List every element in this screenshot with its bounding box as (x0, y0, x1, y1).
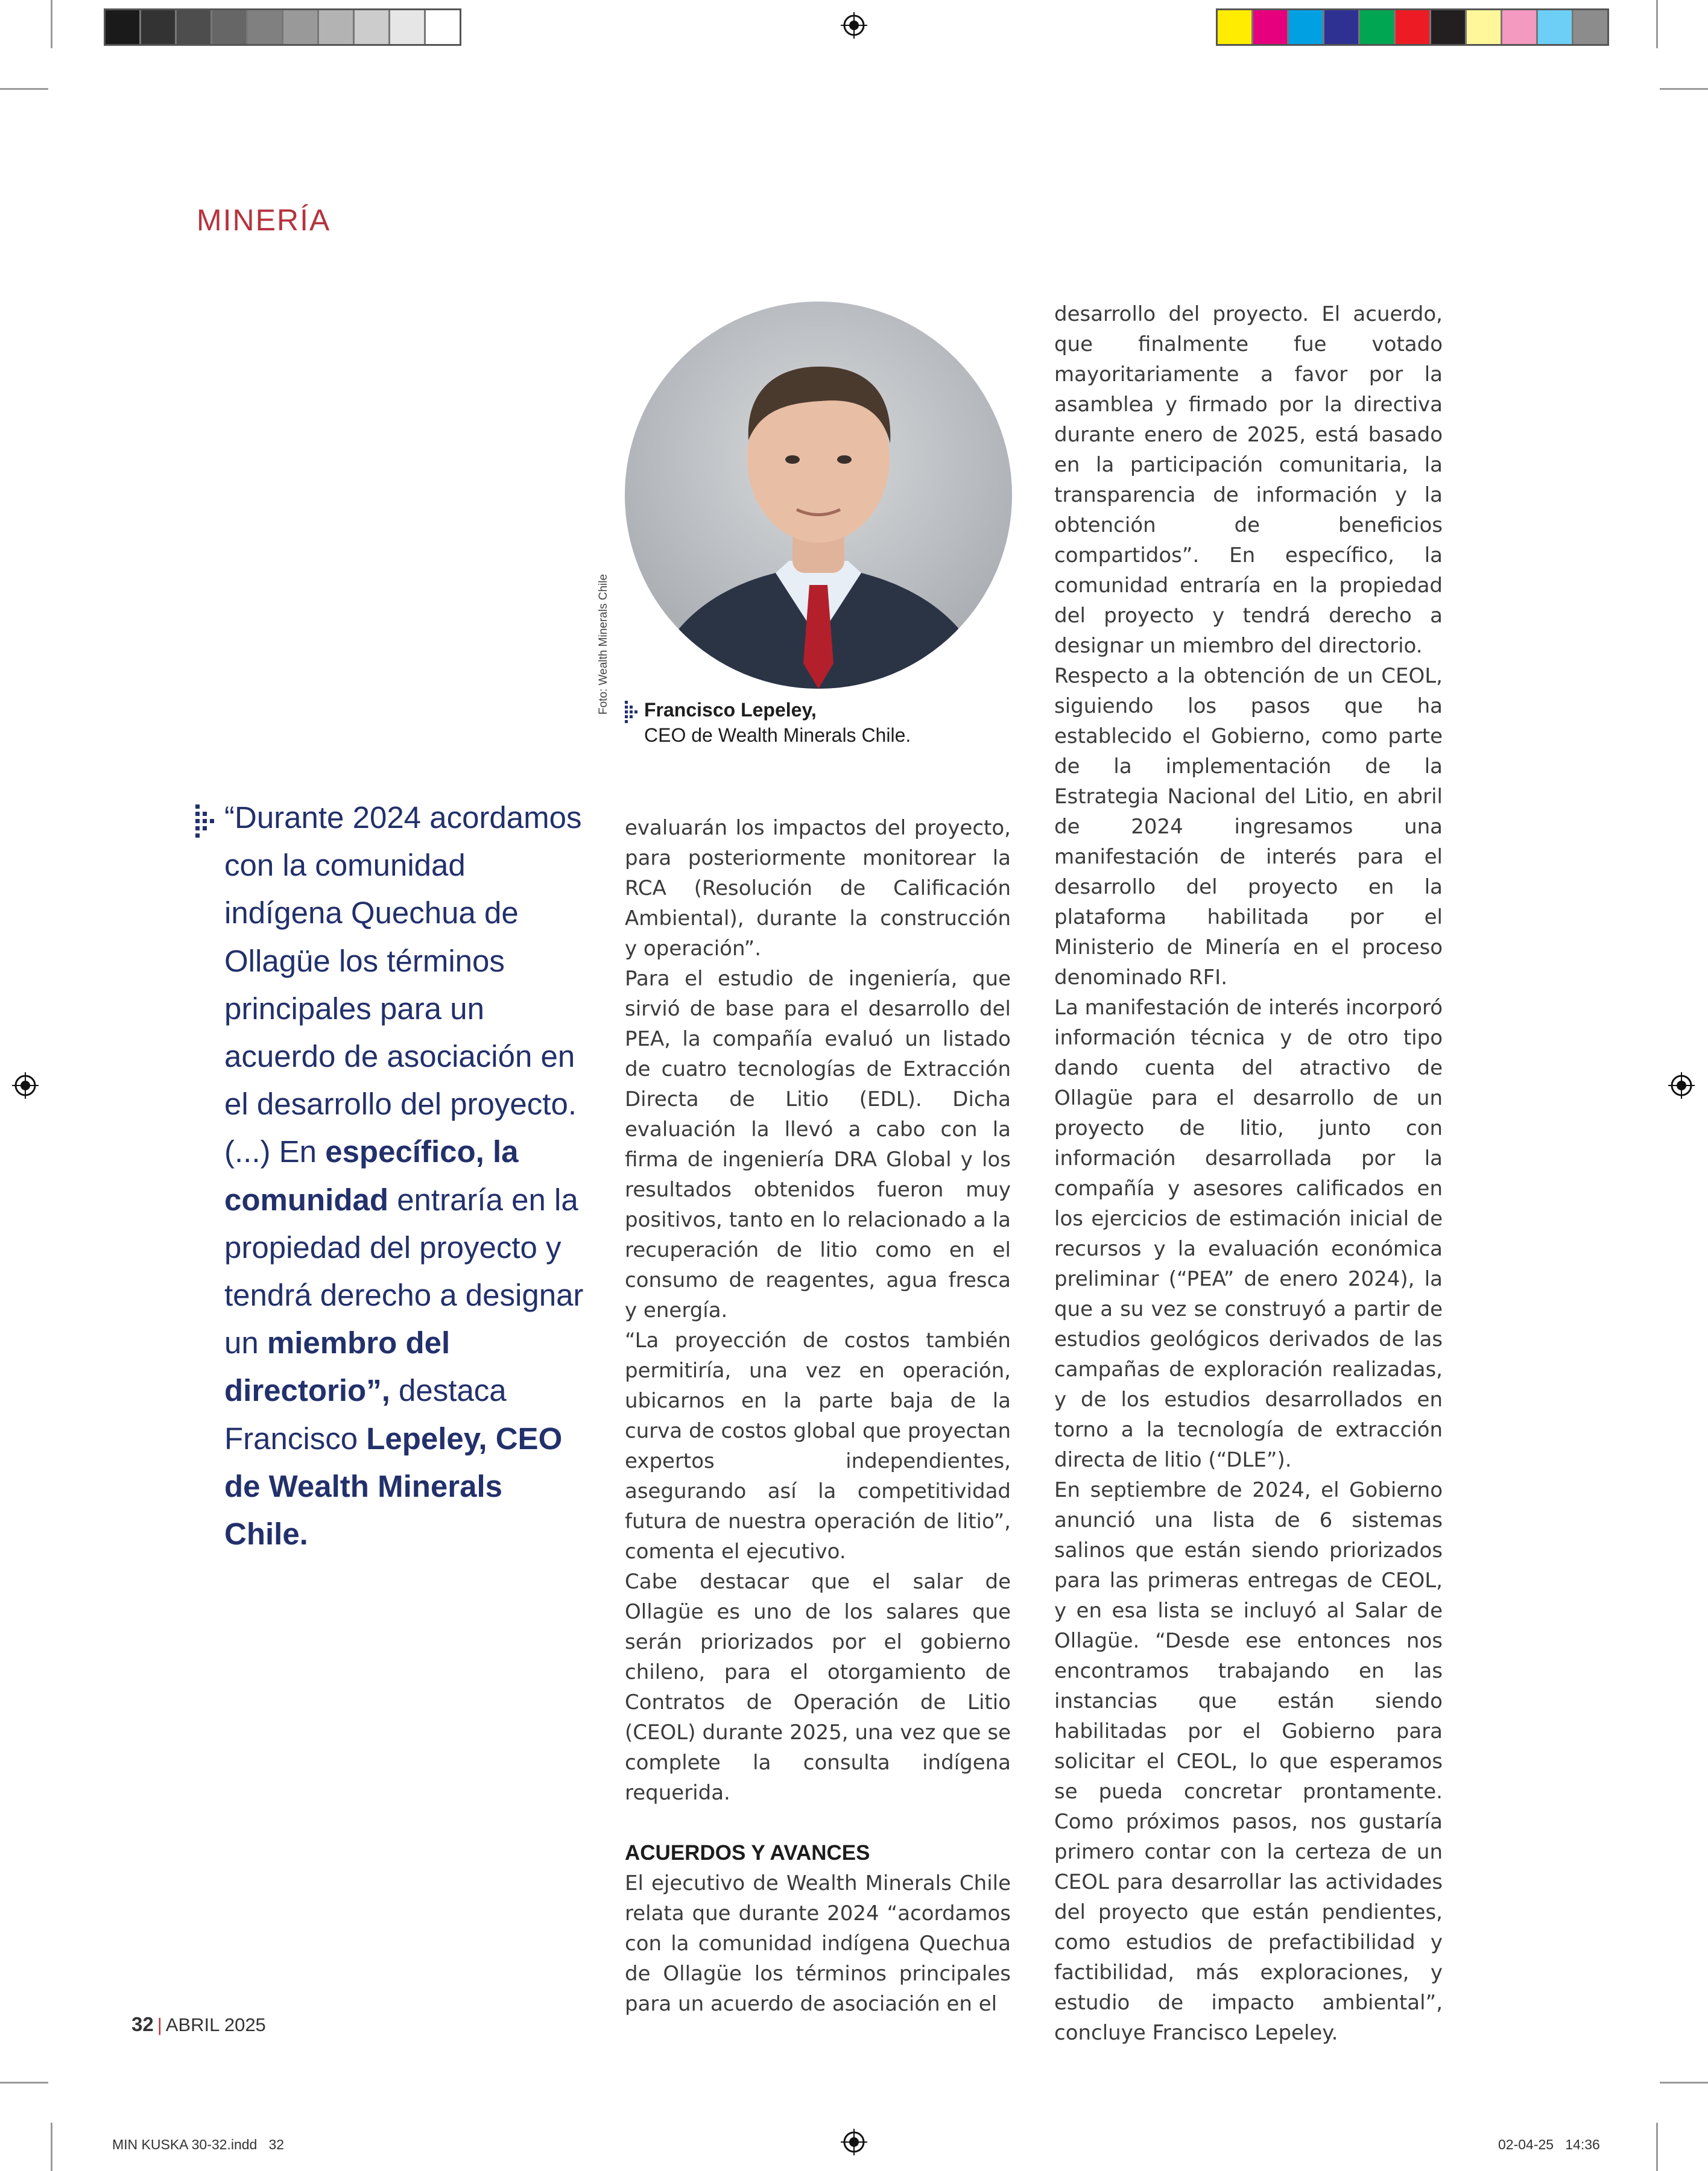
caption-role: CEO de Wealth Minerals Chile. (644, 724, 911, 746)
pull-quote-emphasis: miembro del directorio”, (224, 1326, 451, 1408)
slug-file-name: MIN KUSKA 30-32.indd 32 (112, 2137, 285, 2152)
pull-quote-emphasis: Lepeley, CEO de Wealth Minerals Chile. (224, 1421, 563, 1552)
registration-mark-icon (841, 2129, 867, 2155)
section-label: MINERÍA (197, 203, 331, 237)
pull-quote (224, 794, 586, 1558)
article-column-3 (1054, 299, 1443, 2048)
paragraph: En septiembre de 2024, el Gobierno anunció una lista de 6 sistemas salinos que están siendo priorizados para las primeras entregas de CEOL, y en esa lista se incluyó al Salar de Ollagüe. “Desde ese entonces nos encontramos trabajando en las instancias que están siendo habilitadas por el Gobierno para solicitar el CEOL, lo que esperamos se pueda concretar prontamente. Como próximos pasos, nos gustaría primero contar con la certeza de un CEOL para desarrollar las actividades del proyecto que están pendientes, como estudios de prefactibilidad y factibilidad, más exploraciones, y estudio de impacto ambiental”, concluye Francisco Lepeley. (1054, 1478, 1443, 2045)
page-folio (131, 2013, 266, 2036)
pull-quote-emphasis: específico, la comunidad (224, 1134, 519, 1217)
registration-mark-icon (841, 12, 867, 39)
portrait-photo (625, 302, 1012, 689)
paragraph: Cabe destacar que el salar de Ollagüe es uno de los salares que serán priorizados por el gobierno chileno, para el otorgamiento de Contratos de Operación de Litio (CEOL) durante 2025, una vez que se complete la consulta indígena requerida. (625, 1570, 1011, 1805)
page-number: 32 (131, 2013, 154, 2035)
paragraph: Para el estudio de ingeniería, que sirvió de base para el desarrollo del PEA, la compañía evaluó un listado de cuatro tecnologías de Extracción Directa de Litio (EDL). Dicha evaluación la llevó a cabo con la firma de ingeniería DRA Global y los resultados obtenidos fueron muy positivos, tanto en lo relacionado a la recuperación de litio como en el consumo de reagentes, agua fresca y energía. (625, 967, 1011, 1323)
pull-quote-text: destaca Francisco (224, 1373, 507, 1456)
caption-name: Francisco Lepeley, (644, 699, 817, 721)
paragraph: Respecto a la obtención de un CEOL, siguiendo los pasos que ha establecido el Gobierno, como parte de la implementación de la Estrategia Nacional del Litio, en abril de 2024 ingresamos una manifestación de interés para el desarrollo del proyecto en la plataforma habilitada por el Ministerio de Minería en el proceso denominado RFI. (1054, 664, 1443, 990)
registration-mark-icon (1668, 1072, 1695, 1099)
portrait-illustration (625, 302, 1012, 689)
grayscale-color-bar (104, 8, 461, 46)
photo-credit-text: Foto: Wealth Minerals Chile (597, 574, 610, 715)
pull-quote-text: “Durante 2024 acordamos con la comunidad indígena Quechua de Ollagüe los términos principales para un acuerdo de asociación en el desarrollo del proyecto. (...) En (224, 800, 582, 1169)
pull-quote-text: entraría en la propiedad del proyecto y tendrá derecho a designar un (224, 1182, 584, 1360)
paragraph: “La proyección de costos también permitiría, una vez en operación, ubicarnos en la parte baja de la curva de costos global que proyectan expertos independientes, asegurando así la competitividad futura de nuestra operación de litio”, comenta el ejecutivo. (625, 1329, 1011, 1564)
article-column-2 (625, 813, 1011, 2019)
paragraph: El ejecutivo de Wealth Minerals Chile relata que durante 2024 “acordamos con la comunidad indígena Quechua de Ollagüe los términos principales para un acuerdo de asociación en el (625, 1871, 1011, 2016)
paragraph: desarrollo del proyecto. El acuerdo, que finalmente fue votado mayoritariamente a favor por la asamblea y firmado por la directiva durante enero de 2025, está basado en la participación comunitaria, la transparencia de información y la obtención de beneficios compartidos”. En específico, la comunidad entraría en la propiedad del proyecto y tendrá derecho a designar un miembro del directorio. (1054, 302, 1443, 658)
paragraph: La manifestación de interés incorporó información técnica y de otro tipo dando cuenta del atractivo de Ollagüe para el desarrollo de un proyecto de litio, junto con información desarrollada por la compañía y asesores calificados en los ejercicios de estimación inicial de recursos y la evaluación económica preliminar (“PEA” de enero 2024), la que a su vez se construyó a partir de estudios geológicos derivados de las campañas de exploración realizadas, y de los estudios desarrollados en torno a la tecnología de extracción directa de litio (“DLE”). (1054, 996, 1443, 1472)
slug-timestamp: 02-04-25 14:36 (1498, 2137, 1600, 2152)
dotted-arrow-icon (195, 802, 220, 838)
dotted-arrow-icon (625, 700, 640, 724)
subheading: ACUERDOS Y AVANCES (625, 1841, 870, 1865)
paragraph: evaluarán los impactos del proyecto, para posteriormente monitorear la RCA (Resolución de Calificación Ambiental), durante la construcción y operación”. (625, 816, 1011, 961)
issue-date: ABRIL 2025 (165, 2014, 266, 2035)
photo-credit (597, 570, 615, 721)
registration-mark-icon (12, 1072, 39, 1099)
process-color-bar (1216, 8, 1609, 46)
photo-caption (644, 697, 1006, 748)
folio-separator: | (157, 2014, 162, 2035)
